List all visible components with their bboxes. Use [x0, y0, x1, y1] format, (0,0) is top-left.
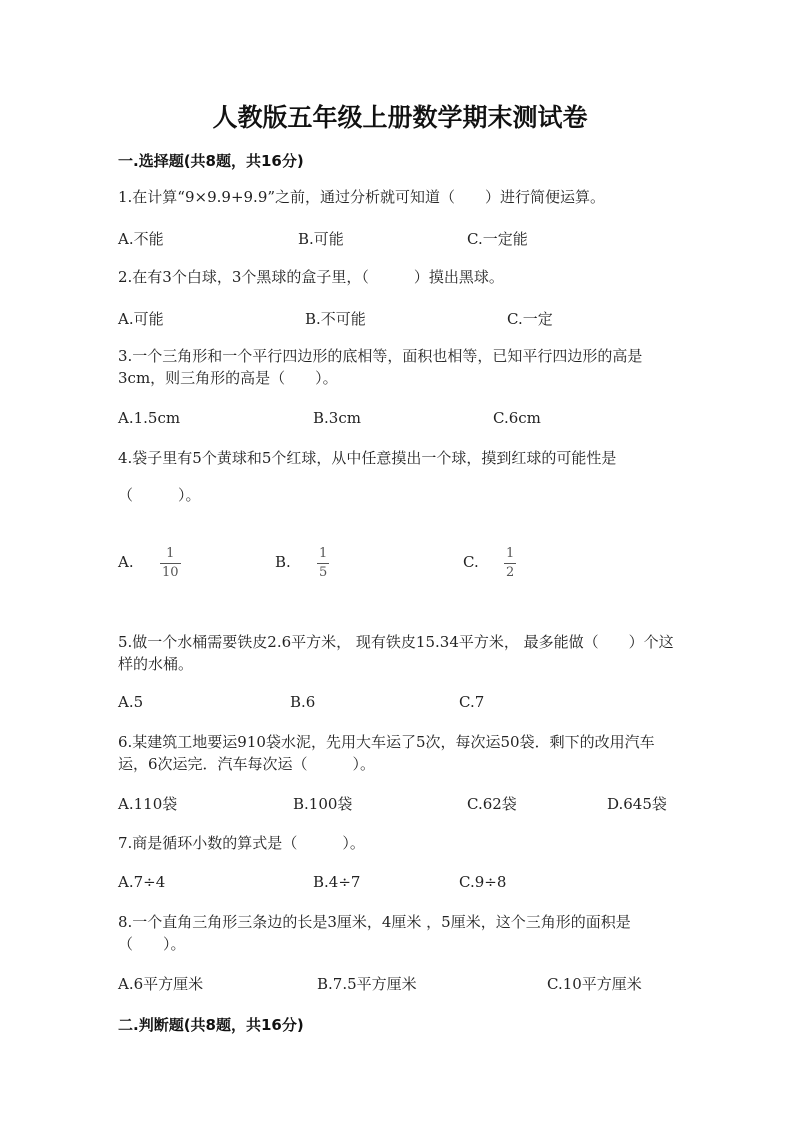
q3-option-c[interactable]: C.6cm — [493, 409, 541, 427]
fraction-numerator: 1 — [166, 546, 175, 561]
q6-option-c[interactable]: C.62袋 — [467, 795, 517, 813]
question-4-blank: （ ）。 — [118, 486, 201, 504]
q3-option-b[interactable]: B.3cm — [313, 409, 361, 427]
fraction-numerator: 1 — [319, 546, 328, 561]
question-8: 8.一个直角三角形三条边的长是3厘米，4厘米 ，5厘米，这个三角形的面积是（ ）。 — [118, 913, 631, 953]
question-6: 6.某建筑工地要运910袋水泥，先用大车运了5次，每次运50袋．剩下的改用汽车运，6次运完．汽车每次运（ ）。 — [118, 733, 655, 773]
q1-option-a[interactable]: A.不能 — [118, 230, 164, 248]
q5-option-b[interactable]: B.6 — [290, 693, 316, 711]
q8-option-a[interactable]: A.6平方厘米 — [118, 975, 204, 993]
q8-option-c[interactable]: C.10平方厘米 — [547, 975, 642, 993]
fraction-bar — [504, 563, 516, 564]
q4-option-b[interactable]: B. — [275, 553, 291, 571]
q5-option-c[interactable]: C.7 — [459, 693, 485, 711]
q6-option-d[interactable]: D.645袋 — [607, 795, 667, 813]
fraction-bar — [160, 563, 181, 564]
question-5: 5.做一个水桶需要铁皮2.6平方米， 现有铁皮15.34平方米， 最多能做（ ）个这样的水桶。 — [118, 633, 674, 673]
fraction-bar — [317, 563, 329, 564]
fraction-denominator: 2 — [506, 565, 515, 580]
section-heading-judgement: 二.判断题(共8题，共16分) — [118, 1016, 304, 1034]
q7-option-c[interactable]: C.9÷8 — [459, 873, 507, 891]
q2-option-c[interactable]: C.一定 — [507, 310, 553, 328]
question-4: 4.袋子里有5个黄球和5个红球，从中任意摸出一个球，摸到红球的可能性是 — [118, 449, 617, 467]
fraction-numerator: 1 — [506, 546, 515, 561]
section-heading-choice: 一.选择题(共8题，共16分) — [118, 152, 304, 170]
q1-option-c[interactable]: C.一定能 — [467, 230, 528, 248]
fraction-denominator: 10 — [162, 565, 179, 580]
q3-option-a[interactable]: A.1.5cm — [118, 409, 181, 427]
q6-option-b[interactable]: B.100袋 — [293, 795, 353, 813]
question-2: 2.在有3个白球，3个黑球的盒子里，（ ）摸出黑球。 — [118, 268, 504, 286]
q7-option-b[interactable]: B.4÷7 — [313, 873, 361, 891]
fraction-denominator: 5 — [319, 565, 328, 580]
question-1: 1.在计算“9×9.9+9.9”之前，通过分析就可知道（ ）进行简便运算。 — [118, 188, 606, 206]
q2-option-a[interactable]: A.可能 — [118, 310, 164, 328]
q4-fraction-b — [317, 546, 329, 581]
question-3: 3.一个三角形和一个平行四边形的底相等，面积也相等，已知平行四边形的高是3cm，则三角形的高是（ ）。 — [118, 347, 643, 387]
q5-option-a[interactable]: A.5 — [118, 693, 144, 711]
q4-fraction-a — [160, 546, 181, 581]
q4-option-a[interactable]: A. — [118, 553, 134, 571]
q4-option-c[interactable]: C. — [463, 553, 479, 571]
q4-fraction-c — [504, 546, 516, 581]
q1-option-b[interactable]: B.可能 — [298, 230, 344, 248]
page-title: 人教版五年级上册数学期末测试卷 — [212, 103, 588, 132]
q2-option-b[interactable]: B.不可能 — [305, 310, 366, 328]
question-7: 7.商是循环小数的算式是（ ）。 — [118, 834, 365, 852]
q8-option-b[interactable]: B.7.5平方厘米 — [317, 975, 417, 993]
q6-option-a[interactable]: A.110袋 — [118, 795, 178, 813]
q7-option-a[interactable]: A.7÷4 — [118, 873, 166, 891]
